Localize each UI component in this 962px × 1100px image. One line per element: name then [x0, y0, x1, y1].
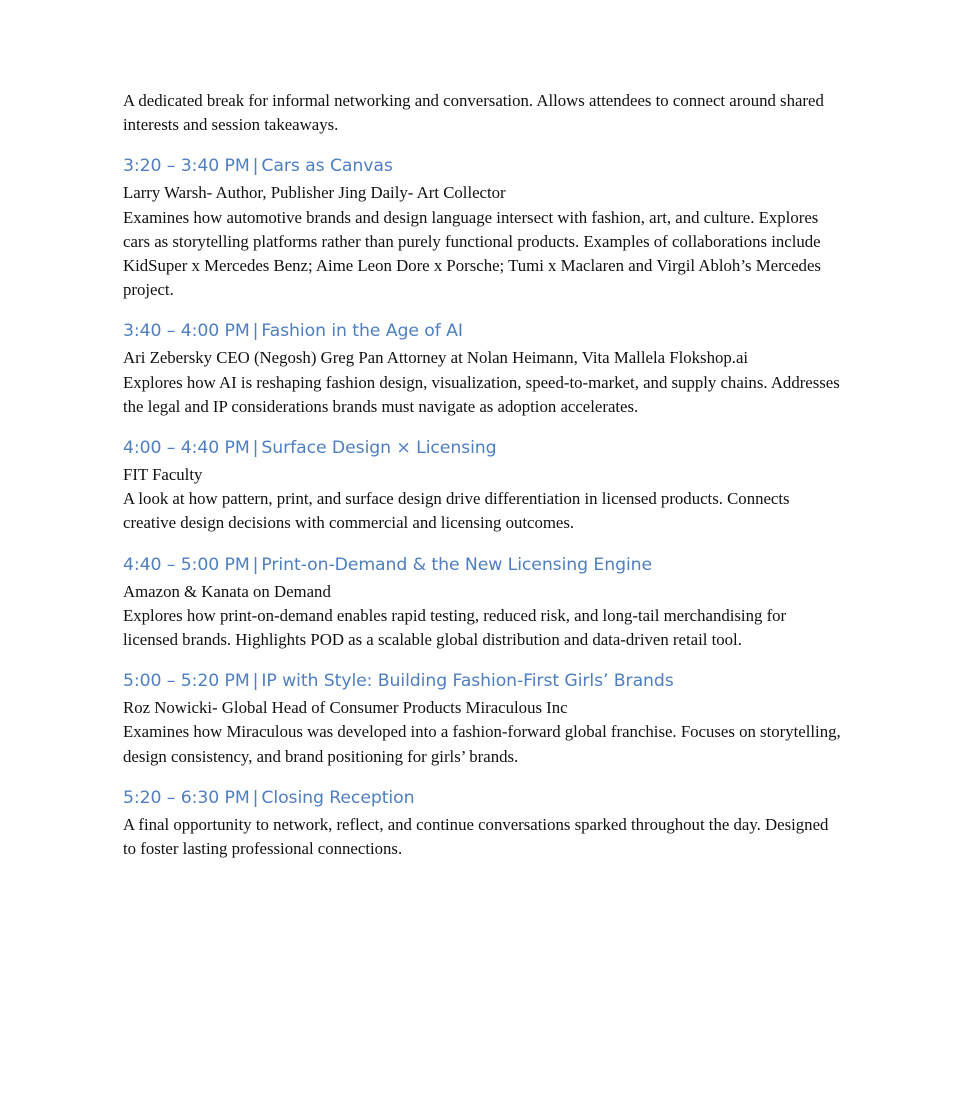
- session-surface-design: [123, 436, 843, 536]
- session-title: Cars as Canvas: [261, 156, 393, 177]
- session-description: Explores how AI is reshaping fashion design, visualization, speed-to-market, and supply chains. Addresses the legal and IP considerations brands must navigate as adoption accelerates.: [123, 372, 840, 416]
- session-heading: [123, 553, 843, 577]
- session-heading: [123, 319, 843, 343]
- session-title: IP with Style: Building Fashion-First Girls’ Brands: [261, 671, 674, 692]
- session-closing-reception: [123, 786, 843, 861]
- session-heading: [123, 786, 843, 810]
- intro-paragraph: A dedicated break for informal networking and conversation. Allows attendees to connect around shared interests and session takeaways.: [123, 91, 824, 135]
- session-time: 4:00 – 4:40 PM: [123, 438, 250, 459]
- session-time: 4:40 – 5:00 PM: [123, 554, 250, 575]
- agenda-page: [123, 89, 843, 861]
- session-title: Fashion in the Age of AI: [261, 321, 463, 342]
- session-speakers: Ari Zebersky CEO (Negosh) Greg Pan Attorney at Nolan Heimann, Vita Mallela Flokshop.ai: [123, 348, 749, 368]
- session-heading: [123, 154, 843, 178]
- heading-separator: |: [252, 787, 259, 808]
- session-description: Examines how automotive brands and design language intersect with fashion, art, and culture. Explores cars as storytelling platforms rather than purely functional products. Examples of collaborations include KidSuper x Mercedes Benz; Aime Leon Dore x Porsche; Tumi x Maclaren and Virgil Abloh’s Mercedes project.: [123, 207, 821, 300]
- session-speakers: FIT Faculty: [123, 465, 203, 485]
- session-print-on-demand: [123, 553, 843, 653]
- heading-separator: |: [252, 554, 259, 575]
- session-time: 3:20 – 3:40 PM: [123, 156, 250, 177]
- session-description: A final opportunity to network, reflect, and continue conversations sparked throughout the day. Designed to foster lasting professional connections.: [123, 814, 829, 859]
- session-speakers: Amazon & Kanata on Demand: [123, 581, 331, 601]
- session-title: Print-on-Demand & the New Licensing Engine: [261, 554, 653, 575]
- session-description: A look at how pattern, print, and surface design drive differentiation in licensed products. Connects creative design decisions with commercial and licensing outcomes.: [123, 489, 790, 533]
- session-time: 5:20 – 6:30 PM: [123, 787, 250, 808]
- session-speakers: Roz Nowicki- Global Head of Consumer Products Miraculous Inc: [123, 698, 568, 718]
- session-heading: [123, 669, 843, 693]
- session-description: Explores how print-on-demand enables rapid testing, reduced risk, and long-tail merchandising for licensed brands. Highlights POD as a scalable global distribution and data-driven retail tool.: [123, 605, 787, 650]
- session-description: Examines how Miraculous was developed into a fashion-forward global franchise. Focuses on storytelling, design consistency, and brand positioning for girls’ brands.: [123, 722, 841, 766]
- session-time: 3:40 – 4:00 PM: [123, 321, 250, 342]
- session-time: 5:00 – 5:20 PM: [123, 671, 250, 692]
- session-ip-with-style: [123, 669, 843, 769]
- heading-separator: |: [252, 438, 259, 459]
- heading-separator: |: [252, 671, 259, 692]
- heading-separator: |: [252, 156, 259, 177]
- session-title: Surface Design × Licensing: [261, 438, 497, 459]
- session-speakers: Larry Warsh- Author, Publisher Jing Daily- Art Collector: [123, 183, 506, 203]
- session-fashion-ai: [123, 319, 843, 419]
- session-title: Closing Reception: [261, 787, 415, 808]
- session-heading: [123, 436, 843, 460]
- heading-separator: |: [252, 321, 259, 342]
- session-cars-as-canvas: [123, 154, 843, 302]
